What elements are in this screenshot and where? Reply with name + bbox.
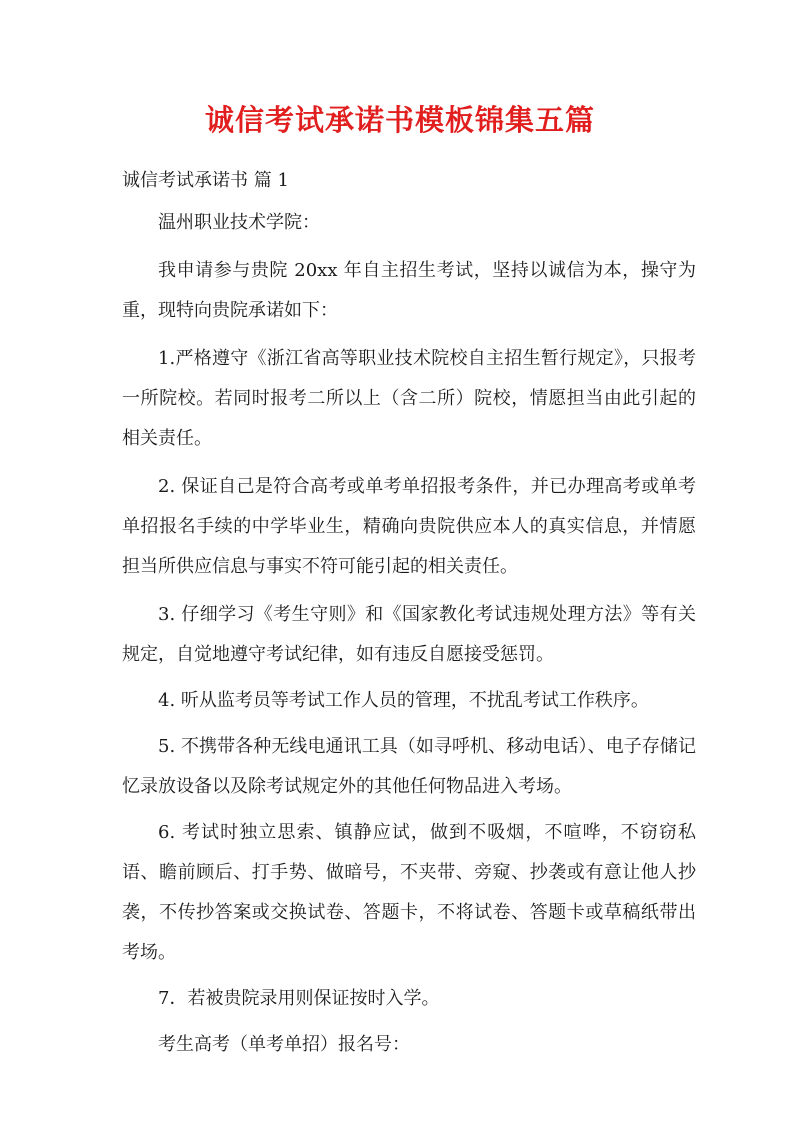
paragraph-item-1: 1.严格遵守《浙江省高等职业技术院校自主招生暂行规定》，只报考一所院校。若同时报考二所以上（含二所）院校，情愿担当由此引起的相关责任。 xyxy=(122,348,696,449)
document-title: 诚信考试承诺书模板锦集五篇 xyxy=(204,103,595,137)
paragraph-intro: 我申请参与贵院 20xx 年自主招生考试，坚持以诚信为本，操守为重，现特向贵院承诺如下： xyxy=(122,260,696,321)
paragraph-item-7: 7．若被贵院录用则保证按时入学。 xyxy=(158,988,440,1009)
paragraph-item-5: 5. 不携带各种无线电通讯工具（如寻呼机、移动电话）、电子存储记忆录放设备以及除考试规定外的其他任何物品进入考场。 xyxy=(122,736,696,797)
salutation: 温州职业技术学院： xyxy=(158,212,320,233)
paragraph-item-2: 2. 保证自己是符合高考或单考单招报考条件，并已办理高考或单考单招报名手续的中学毕业生，精确向贵院供应本人的真实信息，并情愿担当所供应信息与事实不符可能引起的相关责任。 xyxy=(122,476,696,577)
document-body xyxy=(122,165,696,1065)
paragraph-item-6: 6. 考试时独立思索、镇静应试，做到不吸烟，不喧哗，不窃窃私语、瞻前顾后、打手势、做暗号，不夹带、旁窥、抄袭或有意让他人抄袭，不传抄答案或交换试卷、答题卡，不将试卷、答题卡或草稿纸带出考场。 xyxy=(122,822,696,963)
section-heading: 诚信考试承诺书 篇 1 xyxy=(122,170,289,191)
paragraph-item-4: 4. 听从监考员等考试工作人员的管理，不扰乱考试工作秩序。 xyxy=(158,690,649,711)
registration-number-line: 考生高考（单考单招）报名号： xyxy=(158,1034,410,1055)
paragraph-item-3: 3. 仔细学习《考生守则》和《国家教化考试违规处理方法》等有关规定，自觉地遵守考试纪律，如有违反自愿接受惩罚。 xyxy=(122,604,696,665)
